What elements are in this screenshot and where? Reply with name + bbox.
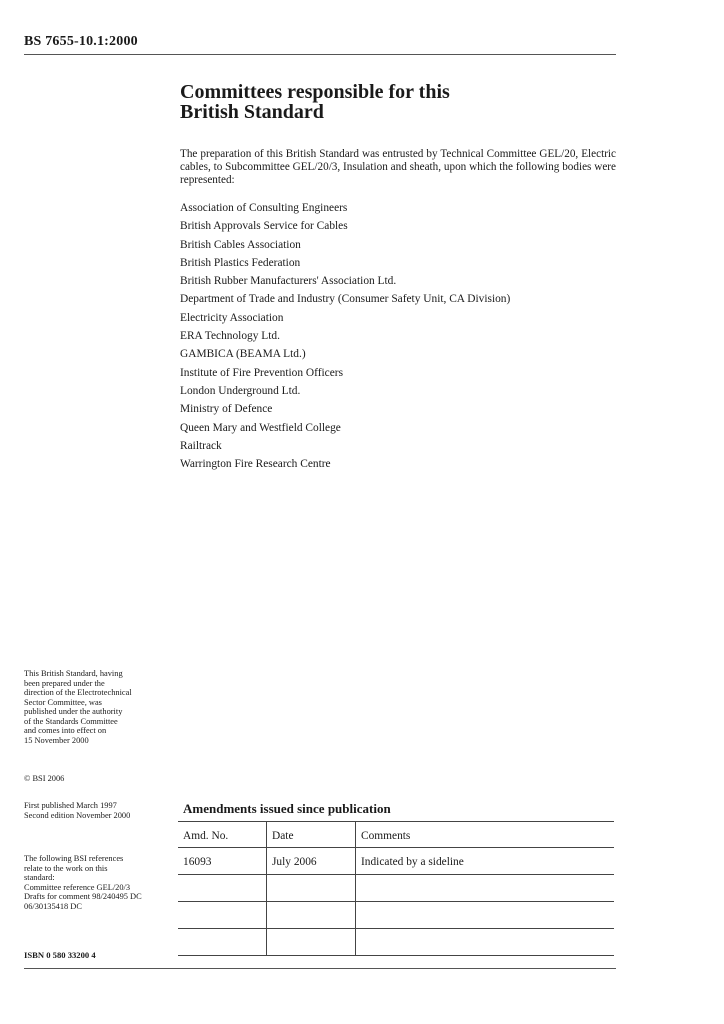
authority-note [24,669,174,745]
date-cell [267,875,356,902]
amd-no-cell: 16093 [178,848,267,875]
authority-note-line: of the Standards Committee [24,716,118,726]
authority-note-line: published under the authority [24,707,123,716]
organisation-list [180,199,510,473]
authority-note-line: Sector Committee, was [24,697,102,707]
table-header-row [178,822,614,848]
column-header-comments: Comments [356,822,615,848]
amendments-table [178,821,614,956]
organisation-item: British Rubber Manufacturers' Association Ltd. [180,275,397,288]
page-title-line-2: British Standard [180,101,324,123]
comments-cell [356,902,615,929]
footer-rule [24,968,616,969]
isbn: ISBN 0 580 33200 4 [24,950,96,960]
copyright-notice: © BSI 2006 [24,774,65,783]
page-title-line-1: Committees responsible for this [180,81,450,103]
table-row [178,848,614,875]
authority-note-line: direction of the Electrotechnical [24,688,132,697]
organisation-item: London Underground Ltd. [180,384,301,397]
organisation-item: GAMBICA (BEAMA Ltd.) [180,348,306,361]
organisation-item: British Plastics Federation [180,256,301,269]
publication-history [24,801,130,820]
organisation-item: British Approvals Service for Cables [180,220,348,233]
column-header-date: Date [267,822,356,848]
publication-history-line: First published March 1997 [24,801,117,810]
bsi-references-line: Drafts for comment 98/240495 DC [24,892,142,901]
column-header-amd-no: Amd. No. [178,822,267,848]
authority-note-line: been prepared under the [24,678,105,688]
table-row [178,902,614,929]
bsi-references-line: standard: [24,873,55,882]
organisation-item: Department of Trade and Industry (Consumer Safety Unit, CA Division) [180,293,511,306]
authority-note-line: This British Standard, having [24,669,123,678]
bsi-references-line: Committee reference GEL/20/3 [24,882,131,892]
bsi-references-line: 06/30135418 DC [24,901,82,911]
organisation-item: Electricity Association [180,311,284,324]
organisation-item: ERA Technology Ltd. [180,330,280,343]
comments-cell [356,875,615,902]
intro-paragraph: The preparation of this British Standard was entrusted by Technical Committee GEL/20, Electric cables, to Subcommittee GEL/20/3, Insulation and sheath, upon which the following bodies were represented: [180,148,616,186]
bsi-references-line: The following BSI references [24,854,124,863]
amd-no-cell [178,929,267,956]
authority-note-line: and comes into effect on [24,726,107,735]
table-row [178,875,614,902]
page-title [180,82,610,122]
comments-cell: Indicated by a sideline [356,848,615,875]
organisation-item: British Cables Association [180,238,301,251]
date-cell [267,929,356,956]
date-cell [267,902,356,929]
amd-no-cell [178,875,267,902]
header-rule [24,54,616,55]
authority-note-line: 15 November 2000 [24,735,89,745]
amendments-title: Amendments issued since publication [183,801,391,816]
bsi-references-line: relate to the work on this [24,863,108,873]
organisation-item: Queen Mary and Westfield College [180,421,341,434]
amd-no-cell [178,902,267,929]
organisation-item: Institute of Fire Prevention Officers [180,366,344,379]
organisation-item: Association of Consulting Engineers [180,202,348,214]
organisation-item: Warrington Fire Research Centre [180,458,331,471]
date-cell: July 2006 [267,848,356,875]
document-id: BS 7655-10.1:2000 [24,34,138,49]
bsi-references [24,854,174,911]
publication-history-line: Second edition November 2000 [24,810,131,820]
comments-cell [356,929,615,956]
organisation-item: Ministry of Defence [180,403,273,416]
table-row [178,929,614,956]
organisation-item: Railtrack [180,439,222,452]
